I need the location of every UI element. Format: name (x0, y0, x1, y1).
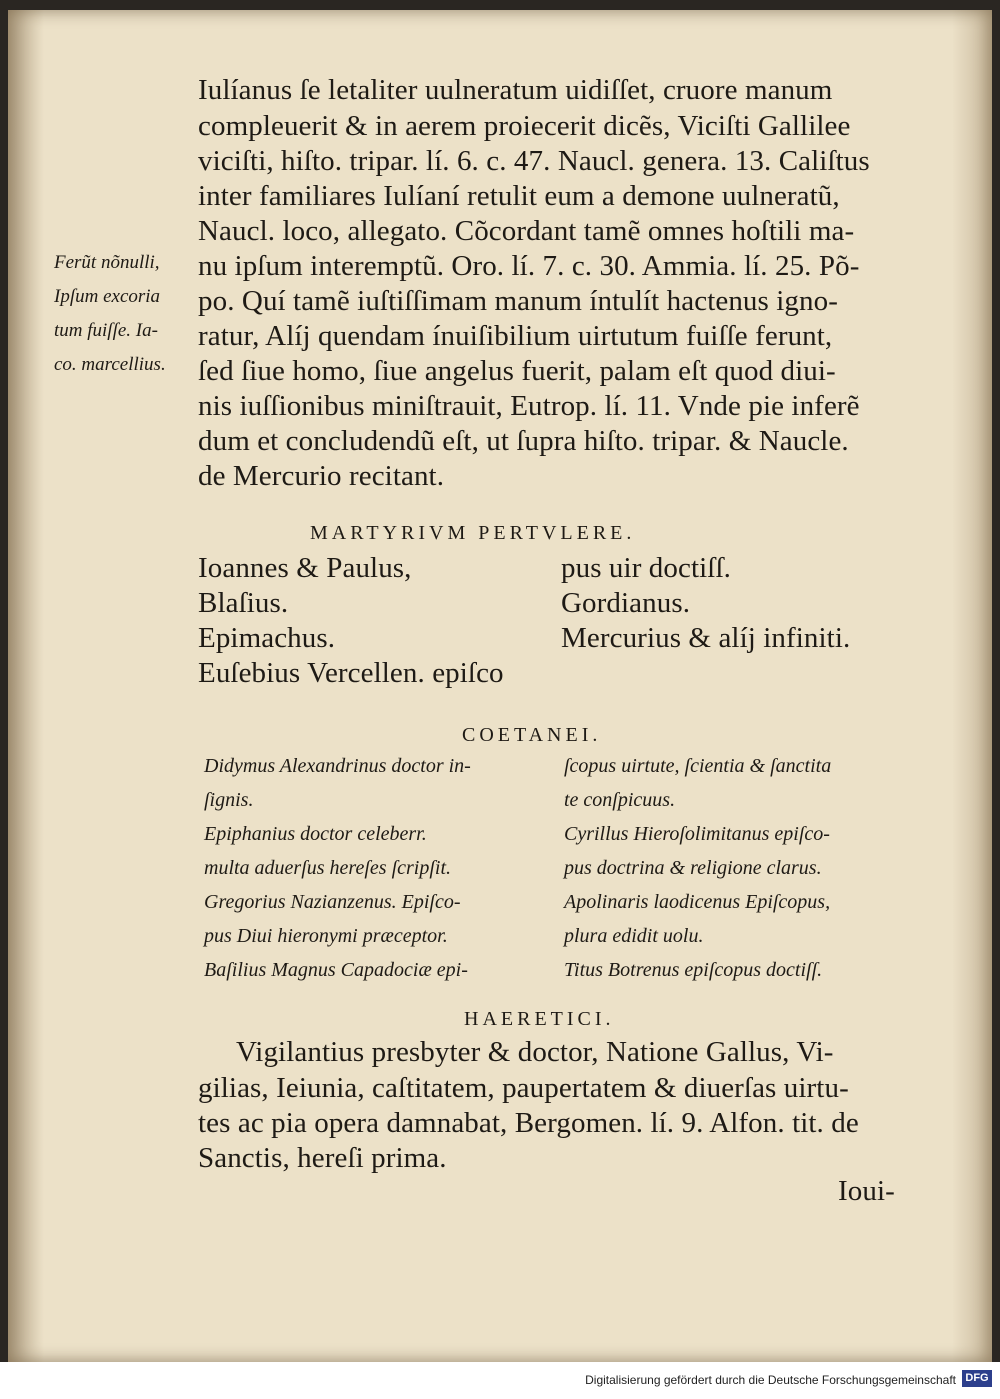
text-line: Sanctis, hereſi prima. (198, 1142, 447, 1174)
coetaneus-entry: Didymus Alexandrinus doctor in‑ (204, 755, 471, 777)
coetaneus-entry: multa aduerſus hereſes ſcripſit. (204, 857, 452, 879)
margin-note-line: Ferũt nõnulli, (54, 252, 160, 273)
martyr-entry: Blaſius. (198, 587, 289, 619)
text-line: nu ipſum interemptũ. Oro. lí. 7. c. 30. Ammia. lí. 25. Põ‑ (198, 250, 860, 282)
section-heading-martyrium: MARTYRIVM PERTVLERE. (310, 522, 636, 544)
text-line: Naucl. loco, allegato. Cõcordant tamẽ omnes hoſtili ma‑ (198, 215, 855, 247)
text-line: tes ac pia opera damnabat, Bergomen. lí. 9. Alfon. tit. de (198, 1107, 859, 1139)
coetaneus-entry: plura edidit uolu. (564, 925, 704, 947)
text-line: Iulíanus ſe letaliter uulneratum uidiſſet, cruore manum (198, 74, 833, 106)
martyr-entry: Euſebius Vercellen. epiſco (198, 657, 504, 689)
digitization-footer (0, 1362, 1000, 1399)
coetaneus-entry: Gregorius Nazianzenus. Epiſco‑ (204, 891, 461, 913)
catchword: Ioui‑ (838, 1175, 895, 1207)
martyr-entry: Gordianus. (561, 587, 691, 619)
page-spine-shadow (8, 10, 44, 1362)
martyr-entry: Mercurius & alíj infiniti. (561, 622, 851, 654)
text-line: gilias, Ieiunia, caſtitatem, paupertatem & diuerſas uirtu‑ (198, 1072, 849, 1104)
coetaneus-entry: Apolinaris laodicenus Epiſcopus, (564, 891, 831, 913)
margin-note-line: co. marcellius. (54, 354, 166, 375)
section-heading-coetanei: COETANEI. (462, 724, 602, 746)
text-line: ſed ſiue homo, ſiue angelus fuerit, palam eſt quod diui‑ (198, 355, 836, 387)
martyr-entry: pus uir doctiſſ. (561, 552, 731, 584)
martyr-entry: Ioannes & Paulus, (198, 552, 412, 584)
text-line: de Mercurio recitant. (198, 460, 445, 492)
martyr-entry: Epimachus. (198, 622, 336, 654)
coetaneus-entry: Epiphanius doctor celeberr. (204, 823, 427, 845)
margin-note-line: tum fuiſſe. Ia‑ (54, 320, 158, 341)
coetaneus-entry: Titus Botrenus epiſcopus doctiſſ. (564, 959, 823, 981)
page-edge-shadow (952, 10, 992, 1362)
text-line: po. Quí tamẽ iuſtiſſimam manum íntulít hactenus igno‑ (198, 285, 838, 317)
coetaneus-entry: Cyrillus Hieroſolimitanus epiſco‑ (564, 823, 830, 845)
footer-credit-text: Digitalisierung gefördert durch die Deutsche Forschungsgemeinschaft (585, 1373, 956, 1387)
text-line: inter familiares Iulíaní retulit eum a demone uulneratũ, (198, 180, 840, 212)
section-heading-haeretici: HAERETICI. (464, 1008, 615, 1030)
coetaneus-entry: pus Diui hieronymi præceptor. (204, 925, 448, 947)
book-page (8, 10, 992, 1362)
margin-note-line: Ipſum excoria (54, 286, 161, 307)
text-line: Vigilantius presbyter & doctor, Natione Gallus, Vi‑ (236, 1036, 834, 1068)
coetaneus-entry: ſignis. (204, 789, 254, 811)
text-line: ratur, Alíj quendam ínuiſibilium uirtutum fuiſſe ferunt, (198, 320, 833, 352)
text-line: compleuerit & in aerem proiecerit dicẽs, Viciſti Gallilee (198, 110, 851, 142)
text-line: dum et concludendũ eſt, ut ſupra hiſto. tripar. & Naucle. (198, 425, 849, 457)
text-line: viciſti, hiſto. tripar. lí. 6. c. 47. Naucl. genera. 13. Caliſtus (198, 145, 870, 177)
coetaneus-entry: te conſpicuus. (564, 789, 676, 811)
coetaneus-entry: Baſilius Magnus Capadociæ epi‑ (204, 959, 468, 981)
coetaneus-entry: pus doctrina & religione clarus. (564, 857, 822, 879)
coetaneus-entry: ſcopus uirtute, ſcientia & ſanctita (564, 755, 832, 777)
dfg-logo-icon: DFG (962, 1370, 992, 1387)
text-line: nis iuſſionibus miniſtrauit, Eutrop. lí. 11. Vnde pie inferẽ (198, 390, 860, 422)
